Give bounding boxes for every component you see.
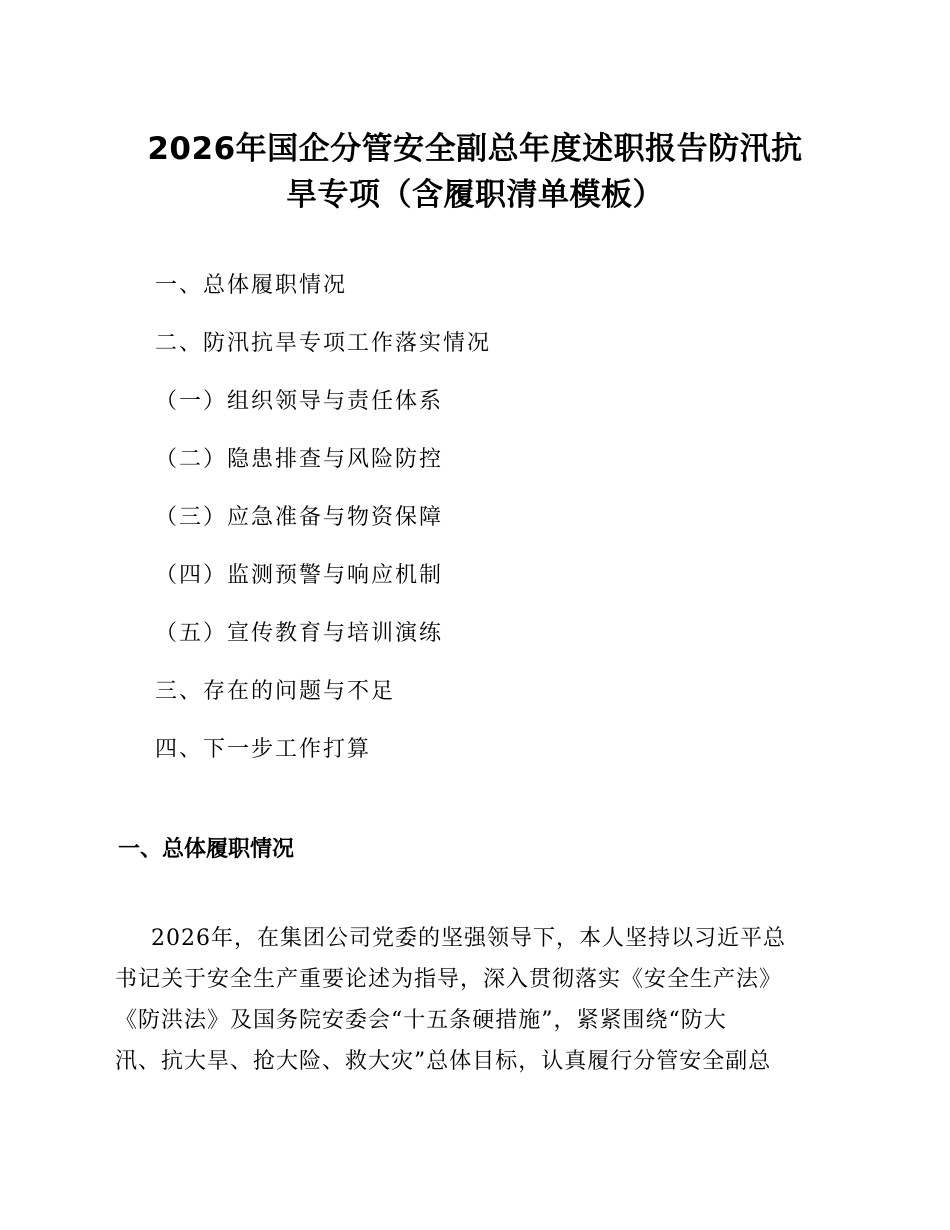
toc-item: （四）监测预警与响应机制	[155, 563, 444, 588]
section-heading: 一、总体履职情况	[118, 837, 295, 862]
document-title-line-1: 2026年国企分管安全副总年度述职报告防汛抗	[147, 131, 803, 167]
table-of-contents	[155, 266, 855, 788]
document-title-line-2: 旱专项（含履职清单模板）	[286, 177, 664, 213]
toc-item: （一）组织领导与责任体系	[155, 389, 444, 414]
toc-item: 三、存在的问题与不足	[155, 679, 396, 704]
section-paragraph	[115, 918, 840, 1082]
toc-item: 一、总体履职情况	[155, 273, 348, 298]
toc-item: 二、防汛抗旱专项工作落实情况	[155, 331, 492, 356]
paragraph-line: 汛、抗大旱、抢大险、救大灾”总体目标，认真履行分管安全副总	[115, 1049, 772, 1074]
toc-item: 四、下一步工作打算	[155, 737, 372, 762]
toc-item: （二）隐患排查与风险防控	[155, 447, 444, 472]
paragraph-line: 2026年，在集团公司党委的坚强领导下，本人坚持以习近平总	[151, 926, 786, 951]
paragraph-line: 《防洪法》及国务院安委会“十五条硬措施”，紧紧围绕“防大	[115, 1008, 727, 1033]
toc-item: （五）宣传教育与培训演练	[155, 621, 444, 646]
paragraph-line: 书记关于安全生产重要论述为指导，深入贯彻落实《安全生产法》	[115, 967, 783, 992]
toc-item: （三）应急准备与物资保障	[155, 505, 444, 530]
